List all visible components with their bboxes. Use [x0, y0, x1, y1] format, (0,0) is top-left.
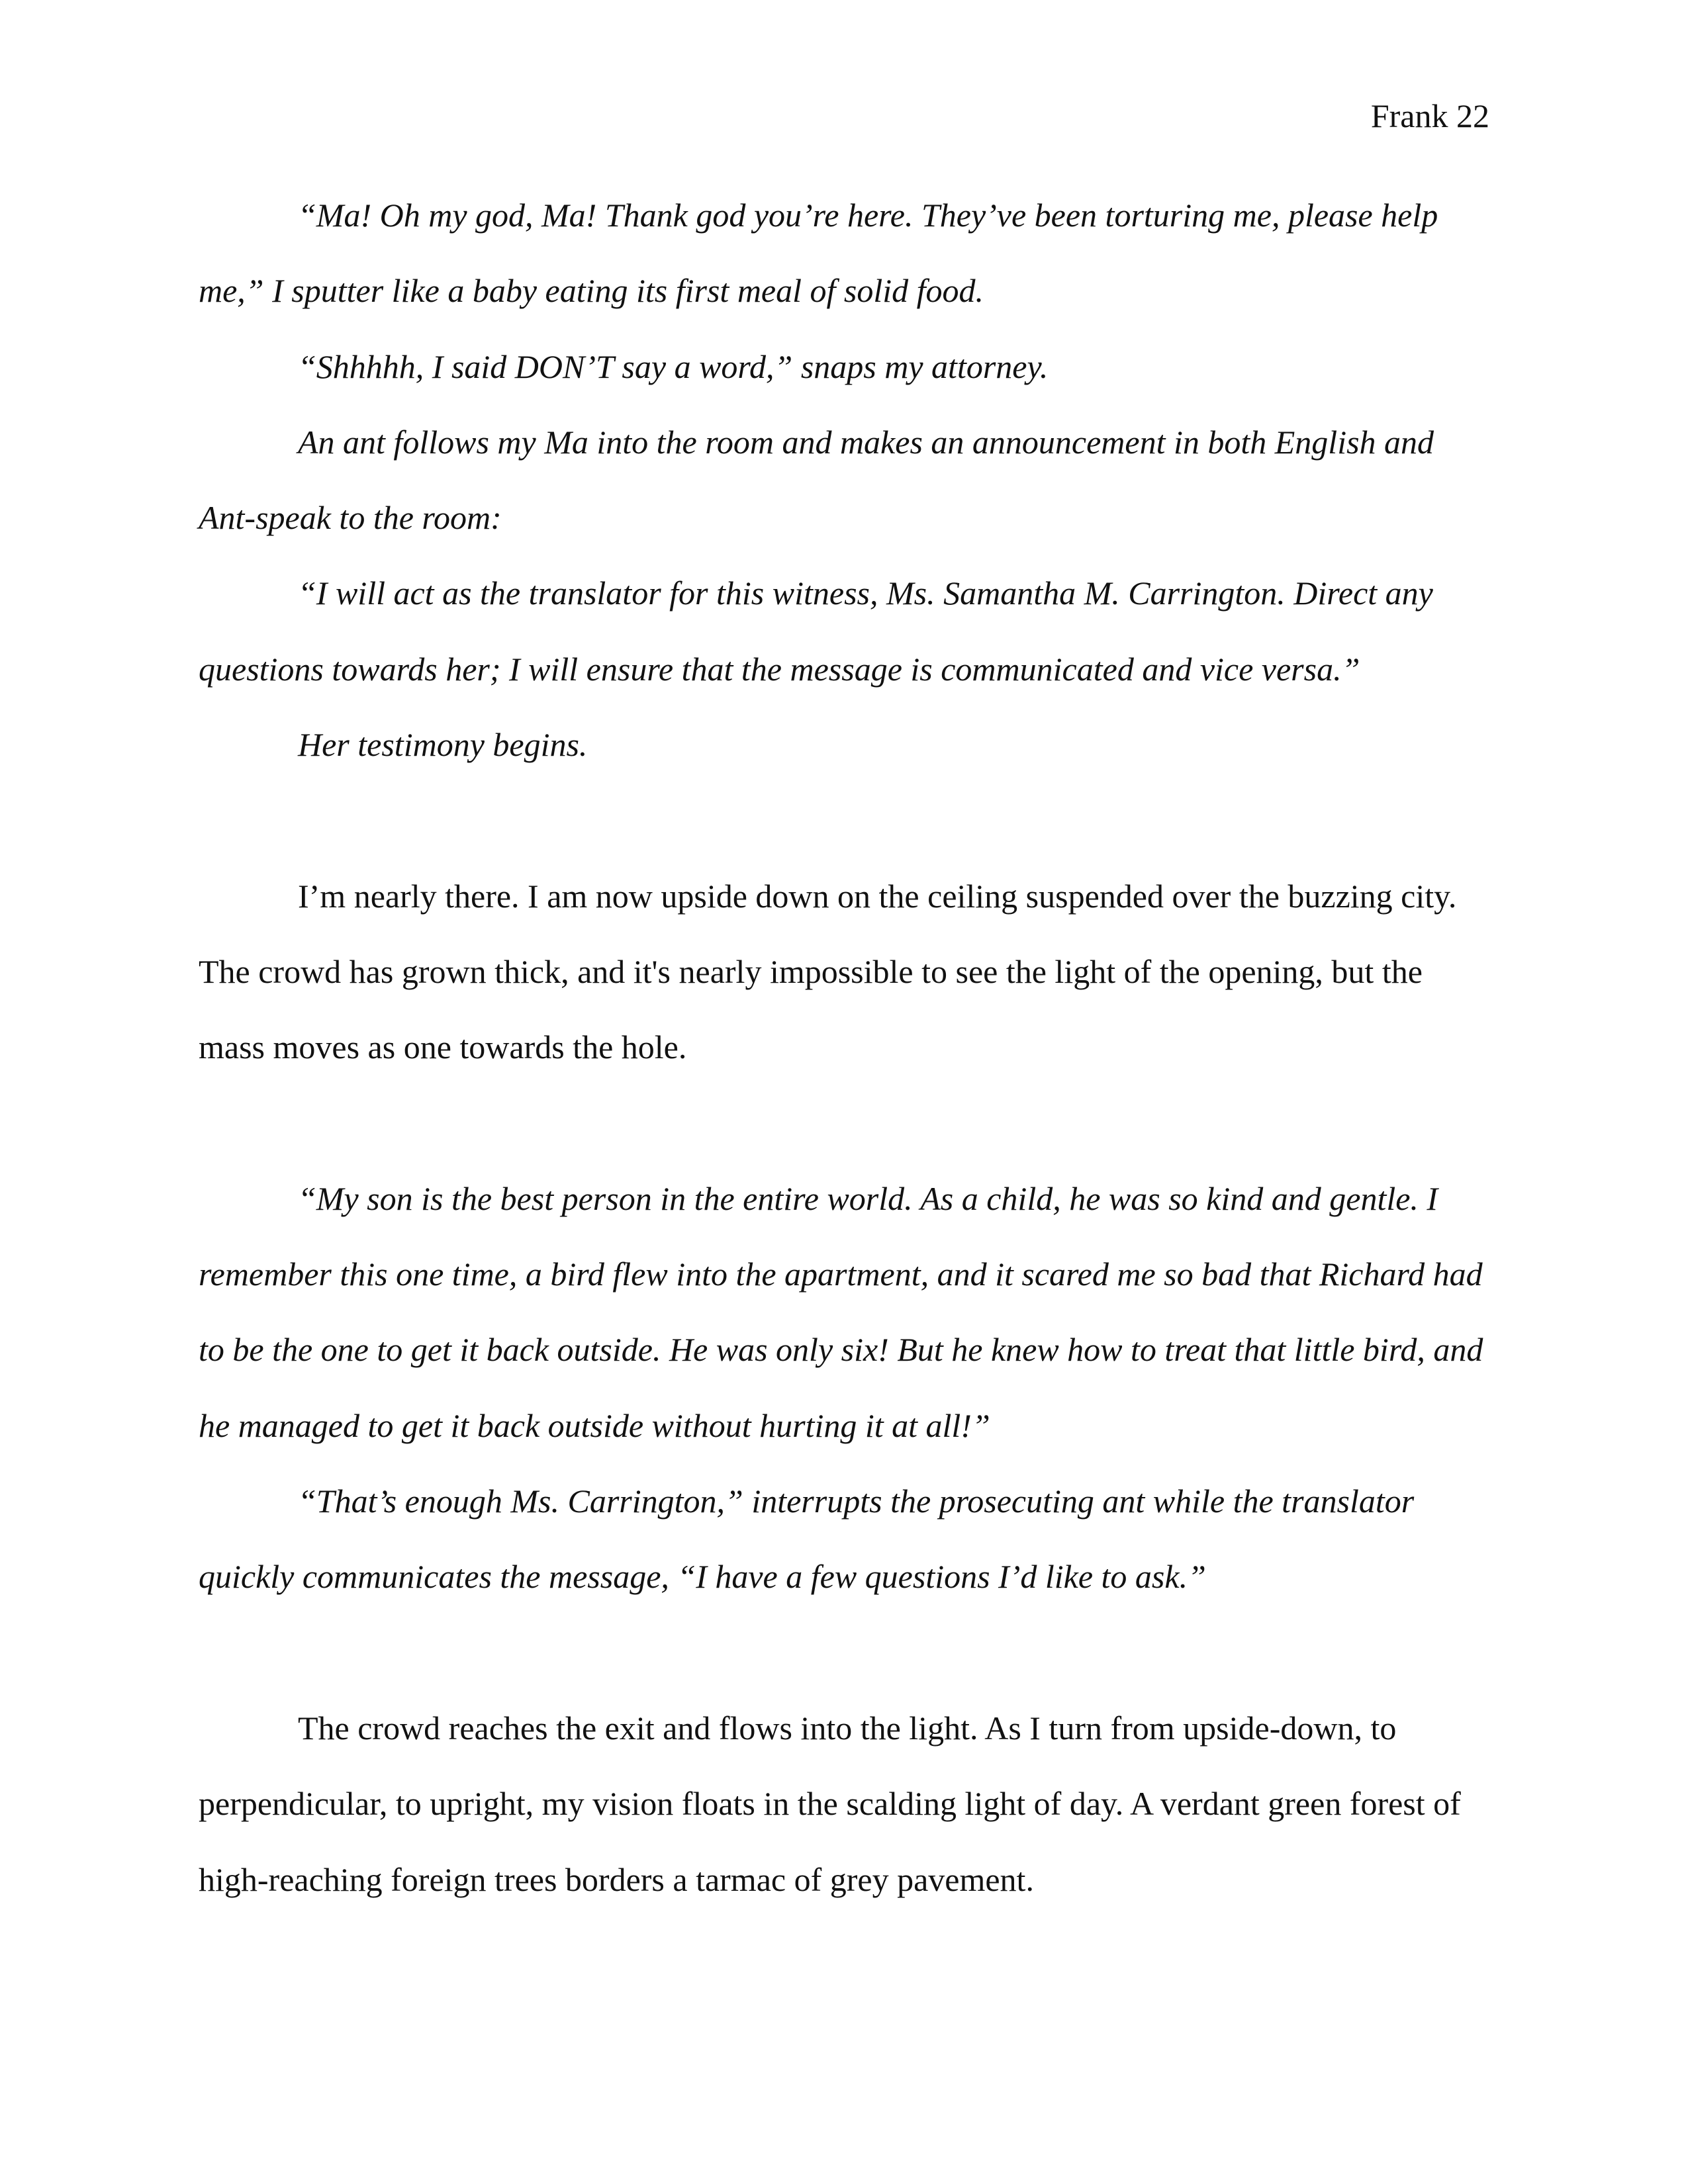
paragraph-translator: “I will act as the translator for this witness, Ms. Samantha M. Carrington. Direct any questions towards her; I will ensure that the message is communicated and vice versa.” [199, 574, 1433, 688]
paragraph-exit: The crowd reaches the exit and flows into the light. As I turn from upside-down, to perpendicular, to upright, my vision floats in the scalding light of day. A verdant green forest of high-reaching foreign trees borders a tarmac of grey pavement. [199, 1709, 1461, 1898]
paragraph-plea: “Ma! Oh my god, Ma! Thank god you’re here. They’ve been torturing me, please help me,” I sputter like a baby eating its first meal of solid food. [199, 197, 1438, 310]
paragraph-ceiling: I’m nearly there. I am now upside down on the ceiling suspended over the buzzing city. The crowd has grown thick, and it's nearly impossible to see the light of the opening, but the mass moves as one towards the hole. [199, 877, 1457, 1066]
page-header: Frank 22 [1370, 97, 1489, 134]
section-break [199, 782, 1489, 858]
paragraph-prosecutor: “That’s enough Ms. Carrington,” interrupts the prosecuting ant while the translator quickly communicates the message, “I have a few questions I’d like to ask.” [199, 1482, 1415, 1596]
paragraph-mother-testimony: “My son is the best person in the entire world. As a child, he was so kind and gentle. I remember this one time, a bird flew into the apartment, and it scared me so bad that Richard had to be the one to get it back outside. He was only six! But he knew how to treat that little bird, and he managed to get it back outside without hurting it at all!” [199, 1179, 1483, 1444]
section-break [199, 1615, 1489, 1690]
paragraph-attorney: “Shhhhh, I said DON’T say a word,” snaps my attorney. [298, 347, 1049, 385]
paragraph-announcement: An ant follows my Ma into the room and makes an announcement in both English and Ant-speak to the room: [199, 423, 1434, 537]
paragraph-testimony-begins: Her testimony begins. [298, 726, 588, 764]
section-break [199, 1085, 1489, 1161]
manuscript-body [199, 177, 1489, 1917]
